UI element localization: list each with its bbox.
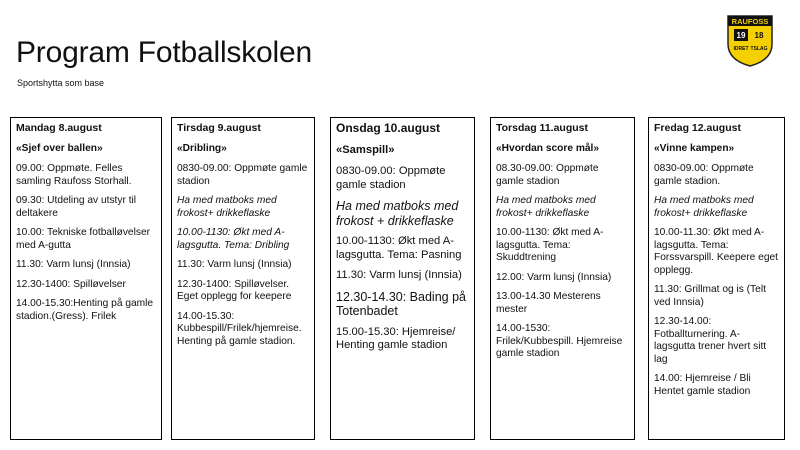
day-heading: Torsdag 11.august — [496, 122, 588, 134]
day-card-friday — [648, 117, 785, 440]
schedule-item: 0830-09.00: Oppmøte gamle stadion — [177, 163, 308, 187]
schedule-item: 12.30-14.30: Bading på Totenbadet — [336, 289, 466, 318]
schedule-item: 09.00: Oppmøte. Felles samling Raufoss Storhall. — [16, 163, 132, 187]
day-theme: «Sjef over ballen» — [16, 142, 103, 154]
schedule-item: 11.30: Varm lunsj (Innsia) — [16, 259, 131, 270]
logo-year-left: 19 — [736, 31, 746, 40]
page-subtitle: Sportshytta som base — [17, 78, 105, 88]
schedule-item: 12.30-14.00: Fotballturnering. A-lagsgutta trener hvert sitt lag — [654, 316, 767, 365]
day-theme: «Samspill» — [336, 143, 395, 156]
schedule-note: Ha med matboks med frokost+ drikkeflaske — [654, 195, 754, 219]
schedule-item: 11.30: Varm lunsj (Innsia) — [177, 259, 292, 270]
raufoss-logo — [726, 14, 774, 68]
schedule-item: 10.00-1130: Økt med A-lagsgutta. Tema: Pasning — [336, 235, 462, 261]
schedule-item: 14.00-1530: Frilek/Kubbespill. Hjemreise gamle stadion — [496, 323, 623, 359]
page-title: Program Fotballskolen — [16, 36, 312, 69]
day-heading: Onsdag 10.august — [336, 121, 441, 135]
schedule-item: 13.00-14.30 Mesterens mester — [496, 291, 601, 315]
schedule-item: 0830-09.00: Oppmøte gamle stadion. — [654, 163, 754, 187]
logo-bottom-left: IDRET — [733, 46, 749, 52]
day-heading: Tirsdag 9.august — [177, 122, 261, 134]
schedule-item: 12.30-1400: Spilløvelser — [16, 278, 126, 290]
day-heading: Fredag 12.august — [654, 122, 741, 134]
day-theme: «Dribling» — [177, 142, 227, 154]
schedule-item: 15.00-15.30: Hjemreise/ Henting gamle stadion — [336, 325, 456, 351]
day-card-thursday — [490, 117, 635, 440]
day-card-wednesday — [330, 117, 475, 440]
schedule-item: 11.30: Grillmat og is (Telt ved Innsia) — [654, 284, 766, 308]
schedule-item: 10.00-1130: Økt med A-lagsgutta. Tema: Skuddtrening — [496, 227, 604, 263]
schedule-item: 11.30: Varm lunsj (Innsia) — [336, 269, 462, 281]
logo-name: RAUFOSS — [731, 17, 769, 26]
schedule-note: Ha med matboks med frokost + drikkeflaske — [336, 199, 459, 228]
schedule-item: 14.00: Hjemreise / Bli Hentet gamle stadion — [654, 373, 751, 397]
schedule-item: 10.00-1130: Økt med A-lagsgutta. Tema: Dribling — [177, 227, 290, 251]
schedule-item: 10.00-11.30: Økt med A-lagsgutta. Tema: Forssvarspill. Keepere eget opplegg. — [654, 227, 779, 276]
logo-bottom-right: TSLAG — [750, 46, 768, 52]
schedule-item: 10.00: Tekniske fotballøvelser med A-gutta — [16, 227, 151, 251]
day-card-monday — [10, 117, 162, 440]
day-heading: Mandag 8.august — [16, 122, 102, 134]
day-card-tuesday — [171, 117, 315, 440]
schedule-item: 12.00: Varm lunsj (Innsia) — [496, 271, 612, 283]
schedule-note: Ha med matboks med frokost+ drikkeflaske — [496, 195, 596, 219]
schedule-item: 14.00-15.30:Henting på gamle stadion.(Gress). Frilek — [16, 298, 154, 322]
day-theme: «Hvordan score mål» — [496, 142, 600, 154]
schedule-item: 08.30-09.00: Oppmøte gamle stadion — [496, 163, 599, 187]
schedule-item: 0830-09.00: Oppmøte gamle stadion — [336, 165, 446, 191]
day-theme: «Vinne kampen» — [654, 142, 735, 154]
schedule-note: Ha med matboks med frokost+ drikkeflaske — [177, 195, 277, 219]
schedule-item: 12.30-1400: Spilløvelser. Eget opplegg for keepere — [177, 278, 292, 302]
logo-year-right: 18 — [754, 31, 764, 40]
schedule-item: 14.00-15.30: Kubbespill/Frilek/hjemreise. Henting på gamle stadion. — [177, 310, 302, 347]
schedule-item: 09.30: Utdeling av utstyr til deltakere — [16, 195, 137, 219]
